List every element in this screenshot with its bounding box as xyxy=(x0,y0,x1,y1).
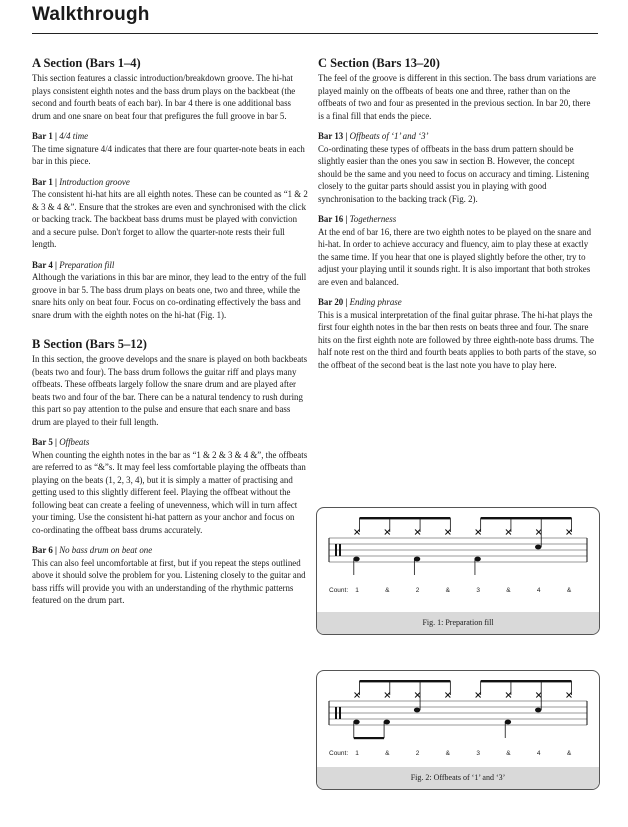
bass-note xyxy=(384,720,390,725)
bar-heading: Bar 16 | Togetherness xyxy=(318,214,397,224)
bar-text: This can also feel uncomfortable at first, but if you repeat the steps outlined above it should solve the problem for you. Listening closely to the guitar and bass riffs will provide you with an understanding of the rhythmic patterns featured on the drum part. xyxy=(32,557,306,605)
figure-caption: Fig. 1: Preparation fill xyxy=(317,612,599,634)
bar-text: The consistent hi-hat hits are all eighth notes. These can be counted as “1 & 2 & 3 & 4 &”. Ensure that the strokes are even and synchronised with the click or backing track. The backbeat bass drums must be played with conviction and a secure pulse. Don't forget to allow the quarter-note rests their full length. xyxy=(32,189,308,249)
figure-caption: Fig. 2: Offbeats of ‘1’ and ‘3’ xyxy=(317,767,599,789)
beam xyxy=(354,737,384,739)
bar-text: At the end of bar 16, there are two eighth notes to be played on the snare and hi-hat. In order to achieve accuracy and fluency, aim to play these at exactly the same time. If you hear that one is played slightly before the other, try to adjust your playing until it sounds right. It is also important that both strokes are even and balanced. xyxy=(318,226,592,287)
bar-subtitle: 4/4 time xyxy=(59,131,89,141)
bar-text: This is a musical interpretation of the final guitar phrase. The hi-hat plays the first four eighth notes in the bar then rests on beats three and four. The snare hits on the first eighth note are followed by three eighth-note bass drums. The half note rest on the third and fourth beats applies to both parts of the stave, so the offbeat of the second beat is the last note you have to play here. xyxy=(318,309,597,370)
count-beat: 4 xyxy=(536,587,541,594)
page-title: Walkthrough xyxy=(32,4,150,25)
count-label: Count: xyxy=(329,587,349,594)
count-beat: & xyxy=(566,750,572,757)
bar-text: Co-ordinating these types of offbeats in the bass drum pattern should be slightly easier than the ones you saw in section B. However, the concept should be the same and you need to focus on accuracy and timing. Listening closely to the guitar parts should assist you in playing with good synchronisation to the backing track (Fig. 2). xyxy=(318,143,590,204)
bar-subtitle: Introduction groove xyxy=(59,176,130,187)
figure-2 xyxy=(316,670,600,790)
bar-heading: Bar 20 | Ending phrase xyxy=(318,297,402,307)
count-beat: & xyxy=(445,587,451,594)
beam xyxy=(360,517,451,519)
title-divider xyxy=(32,33,598,34)
bass-note xyxy=(353,557,359,562)
count-beat: & xyxy=(566,587,572,594)
section-c-intro: The feel of the groove is different in this section. The bass drum variations are played mainly on the offbeats of beats one and three, rather than on the offbeats of two and four as presented in the previous section. In bar 20, there is a final fill that ends the piece. xyxy=(318,73,596,121)
bass-note xyxy=(474,557,480,562)
beam xyxy=(360,680,451,682)
percussion-clef xyxy=(339,707,341,719)
count-beat: & xyxy=(506,587,511,594)
bar-label: Bar 20 xyxy=(318,297,344,307)
bar-text: The time signature 4/4 indicates that there are four quarter-note beats in each bar in this piece. xyxy=(32,143,305,166)
bar-subtitle: Togetherness xyxy=(349,214,397,224)
right-column xyxy=(318,56,597,371)
bar-heading: Bar 5 | Offbeats xyxy=(32,437,90,447)
bar-heading: Bar 1 | 4/4 time xyxy=(32,131,89,141)
count-beat: & xyxy=(385,587,390,594)
snare-note xyxy=(414,708,420,713)
percussion-clef xyxy=(335,707,337,719)
count-beat: 2 xyxy=(415,587,420,594)
bar-heading: Bar 4 | Preparation fill xyxy=(32,259,115,270)
section-b-heading: B Section (Bars 5–12) xyxy=(32,337,147,351)
count-beat: 1 xyxy=(355,587,359,594)
bar-subtitle: Offbeats xyxy=(59,437,90,447)
bar-label: Bar 6 xyxy=(32,545,53,555)
count-label: Count: xyxy=(329,750,349,757)
figure-1 xyxy=(316,507,600,635)
bar-heading: Bar 13 | Offbeats of ‘1’ and ‘3’ xyxy=(318,131,429,141)
beam xyxy=(481,680,572,682)
bar-text: When counting the eighth notes in the bar as “1 & 2 & 3 & 4 &”, the offbeats are referred to as “&”s. It may feel less comfortable playing the offbeats than playing on the beats (1, 2, 3, 4), but it is simply a matter of practising and getting used to this slightly different feel. Playing the offbeat without the following beat can create a feeling of unevenness, which will in turn affect your timing. Use the consistent hi-hat pattern as your anchor and focus on co-ordinating the offbeat bass drums accurately. xyxy=(32,449,308,535)
count-beat: 4 xyxy=(536,750,541,757)
count-beat: 1 xyxy=(355,750,359,757)
count-beat: 3 xyxy=(476,587,480,594)
percussion-clef xyxy=(335,544,337,556)
section-a-heading: A Section (Bars 1–4) xyxy=(32,56,141,70)
drum-notation xyxy=(317,671,599,759)
left-column xyxy=(32,56,308,607)
bar-label: Bar 13 xyxy=(318,131,344,141)
bar-label: Bar 1 xyxy=(32,131,53,141)
section-b-intro: In this section, the groove develops and the snare is played on both backbeats (beats two and four). The bass drum follows the guitar riff and plays many offbeats. These offbeats largely follow the snare drum and are played after beats two and four of the bar. There can be a natural tendency to rush during this part so pay attention to the pulse and ensure that each snare and bass drum are played to their full length. xyxy=(32,354,308,427)
bar-heading: Bar 6 | No bass drum on beat one xyxy=(32,545,153,555)
snare-note xyxy=(535,545,541,550)
bass-note xyxy=(414,557,420,562)
bar-label: Bar 1 xyxy=(32,176,53,187)
percussion-clef xyxy=(339,544,341,556)
section-a-intro: This section features a classic introduction/breakdown groove. The hi-hat plays consistent eighth notes and the bass drum plays on the backbeat (the second and fourth beats of each bar). In bar 4 there is one additional bass drum and one snare on beat four that prefigures the full groove in bar 5. xyxy=(32,73,296,121)
bar-label: Bar 5 xyxy=(32,437,53,447)
count-beat: & xyxy=(385,750,390,757)
bar-subtitle: Ending phrase xyxy=(349,297,402,307)
drum-notation xyxy=(317,508,599,602)
snare-note xyxy=(535,708,541,713)
bass-note xyxy=(505,720,511,725)
count-beat: & xyxy=(445,750,451,757)
section-c-heading: C Section (Bars 13–20) xyxy=(318,56,440,70)
bass-note xyxy=(353,720,359,725)
bar-heading: Bar 1 | Introduction groove xyxy=(32,176,130,187)
count-beat: & xyxy=(506,750,511,757)
count-beat: 2 xyxy=(415,750,420,757)
bar-text: Although the variations in this bar are minor, they lead to the entry of the full groove in bar 5. The bass drum plays on beats one, two and three, while the snare hits only on beat four. Focus on co-ordinating effectively the bass and snare drum with the eighth notes on the hi-hat (Fig. 1). xyxy=(32,272,307,320)
bar-subtitle: Offbeats of ‘1’ and ‘3’ xyxy=(349,131,429,141)
bar-label: Bar 4 xyxy=(32,259,53,270)
count-beat: 3 xyxy=(476,750,480,757)
beam xyxy=(481,517,572,519)
bar-subtitle: Preparation fill xyxy=(59,259,115,270)
bar-subtitle: No bass drum on beat one xyxy=(59,545,153,555)
bar-label: Bar 16 xyxy=(318,214,344,224)
